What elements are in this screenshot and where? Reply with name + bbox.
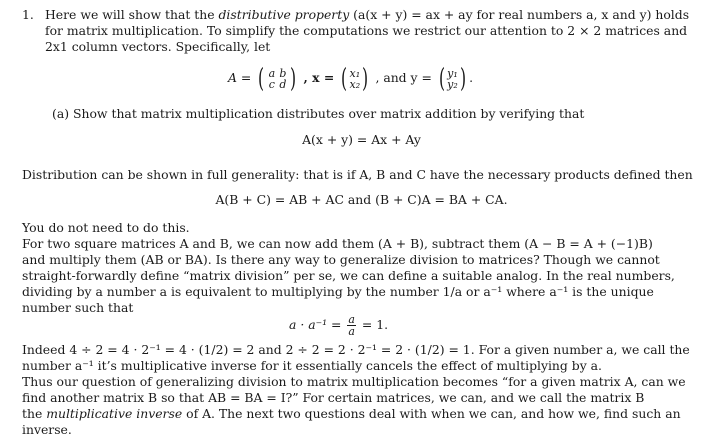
matrix-definition	[228, 64, 473, 92]
division-line-6: number such that	[22, 300, 134, 315]
A-cell-b: b	[279, 66, 287, 80]
vector-x: ( x₁ x₂ )	[341, 63, 369, 94]
part-a-equation: A(x + y) = Ax + Ay	[302, 132, 421, 147]
division-line-2: For two square matrices A and B, we can now add them (A + B), subtract them (A − B = A + (−1)B)	[22, 236, 653, 251]
indeed-line-5	[22, 406, 681, 422]
A-cell-d: d	[279, 77, 287, 91]
intro-line-3: 2x1 column vectors. Specifically, let	[45, 39, 271, 54]
inverse-equation-left: a · a⁻¹ =	[289, 317, 342, 332]
A-cell-c: c	[268, 77, 275, 91]
definition-end: .	[469, 70, 474, 85]
indeed-line-3: Thus our question of generalizing division to matrix multiplication becomes “for a given matrix A, can we	[22, 374, 686, 389]
division-line-4: straight-forwardly define “matrix division” per se, we can define a suitable analog. In the real numbers,	[22, 268, 675, 283]
A-cell-a: a	[268, 66, 276, 80]
fraction-denominator: a	[348, 325, 355, 338]
inverse-equation	[289, 312, 388, 338]
distributive-property-term: distributive property	[218, 7, 350, 22]
indeed-line-4: find another matrix B so that AB = BA = I?” For certain matrices, we can, and we call the matrix B	[22, 390, 645, 405]
indeed-line-5-b: of A. The next two questions deal with when we can, and how we, find such an	[182, 406, 681, 421]
x-cell-2: x₂	[349, 77, 361, 91]
division-line-5: dividing by a number a is equivalent to multiplying by the number 1/a or a⁻¹ where a⁻¹ is the unique	[22, 284, 654, 299]
division-line-1: You do not need to do this.	[22, 220, 190, 235]
multiplicative-inverse-term: multiplicative inverse	[46, 406, 183, 421]
vector-y: ( y₁ y₂ )	[438, 63, 467, 94]
intro-line-1-a: Here we will show that the	[45, 7, 219, 22]
division-line-3: and multiply them (AB or BA). Is there any way to generalize division to matrices? Though we cannot	[22, 252, 660, 267]
general-distribution-equation: A(B + C) = AB + AC and (B + C)A = BA + CA.	[215, 192, 508, 207]
x-cell-1: x₁	[349, 66, 361, 80]
intro-line-1	[45, 7, 689, 23]
indeed-line-2: number a⁻¹ it’s multiplicative inverse for it essentially cancels the effect of multiplying by a.	[22, 358, 602, 373]
matrix-A: ( a b c d )	[258, 63, 297, 94]
indeed-line-5-a: the	[22, 406, 47, 421]
fraction-numerator: a	[348, 313, 355, 326]
indeed-line-1: Indeed 4 ÷ 2 = 4 · 2⁻¹ = 4 · (1/2) = 2 and 2 ÷ 2 = 2 · 2⁻¹ = 2 · (1/2) = 1. For a given number a, we call the	[22, 342, 690, 357]
inverse-fraction	[347, 314, 356, 337]
general-distribution-text: Distribution can be shown in full generality: that is if A, B and C have the necessary products defined then	[22, 167, 693, 182]
y-cell-2: y₂	[447, 77, 458, 91]
inverse-equation-right: = 1.	[361, 317, 389, 332]
part-a-text: (a) Show that matrix multiplication distributes over matrix addition by verifying that	[52, 106, 585, 121]
intro-line-1-b: (a(x + y) = ax + ay for real numbers a, x and y) holds	[349, 7, 690, 22]
y-label: , and y =	[375, 70, 432, 85]
intro-line-2: for matrix multiplication. To simplify the computations we restrict our attention to 2 × 2 matrices and	[45, 23, 688, 38]
A-label: A =	[228, 70, 252, 85]
y-cell-1: y₁	[447, 66, 458, 80]
problem-number: 1.	[22, 7, 34, 22]
indeed-line-6: inverse.	[22, 422, 72, 437]
x-label: , x =	[303, 70, 335, 85]
